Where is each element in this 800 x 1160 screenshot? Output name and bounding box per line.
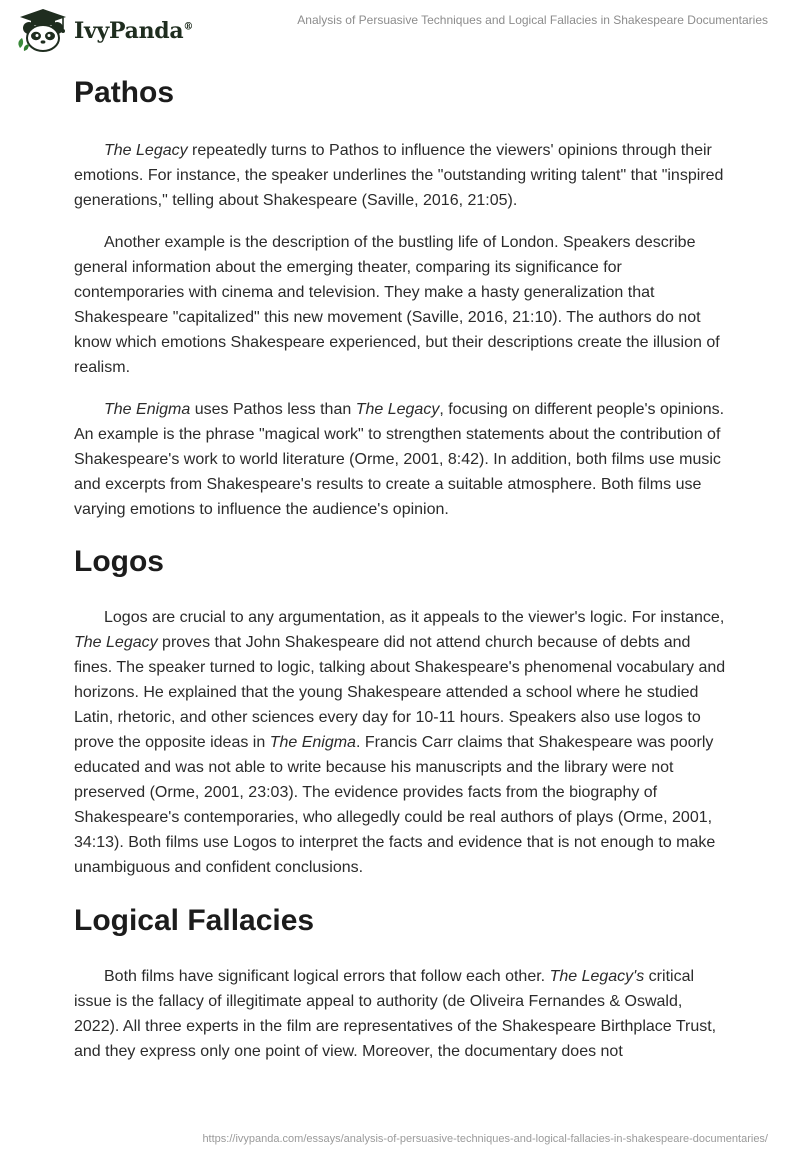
title-ref: The Legacy [74, 634, 158, 651]
paragraph-text: Logos are crucial to any argumentation, as it appeals to the viewer's logic. For instance, [104, 609, 725, 626]
title-ref: The Enigma [269, 734, 356, 751]
paragraph-text: . Francis Carr claims that Shakespeare was poorly educated and was not able to write because his manuscripts and the library were not preserved (Orme, 2001, 23:03). The evidence provides facts from the biography of Shakespeare's contemporaries, who allegedly could be real authors of plays (Orme, 2001, 34:13). Both films use Logos to interpret the facts and evidence that is not enough to make unambiguous and confident conclusions. [74, 734, 716, 876]
section-heading-pathos: Pathos [74, 76, 175, 109]
paragraph-text: uses Pathos less than [190, 401, 356, 418]
title-ref: The Legacy [355, 401, 440, 418]
section-heading-logical-fallacies: Logical Fallacies [74, 904, 315, 937]
essay-body [74, 70, 730, 1064]
registered-mark: ® [183, 21, 194, 33]
panda-graduate-icon [14, 8, 72, 54]
pathos-paragraph-3 [74, 397, 730, 522]
ivypanda-logo[interactable] [14, 8, 193, 54]
brand-name: IvyPanda® [74, 18, 194, 44]
source-url-link[interactable]: https://ivypanda.com/essays/analysis-of-persuasive-techniques-and-logical-fallacies-in-shakespeare-documentaries/ [202, 1133, 768, 1145]
title-ref: The Legacy's [549, 968, 645, 985]
paragraph-text: Another example is the description of the bustling life of London. Speakers describe general information about the emerging theater, comparing its significance for contemporaries with cinema and television. They make a hasty generalization that Shakespeare "capitalized" this new movement (Saville, 2016, 21:10). The authors do not know which emotions Shakespeare experienced, but their descriptions create the illusion of realism. [74, 234, 720, 376]
fallacies-paragraph-1 [74, 964, 730, 1064]
paragraph-text: critical issue is the fallacy of illegitimate appeal to authority (de Oliveira Fernandes & Oswald, 2022). All three experts in the film are representatives of the Shakespeare Birthplace Trust, and they express only one point of view. Moreover, the documentary does not [74, 968, 717, 1060]
document-title: Analysis of Persuasive Techniques and Logical Fallacies in Shakespeare Documentaries [297, 13, 768, 27]
paragraph-text: , focusing on different people's opinions. An example is the phrase "magical work" to strengthen statements about the contribution of Shakespeare's work to world literature (Orme, 2001, 8:42). In addition, both films use music and excerpts from Shakespeare's results to create a suitable atmosphere. Both films use varying emotions to influence the audience's opinion. [74, 401, 725, 518]
title-ref: The Enigma [104, 401, 191, 418]
paragraph-text: repeatedly turns to Pathos to influence the viewers' opinions through their emotions. For instance, the speaker underlines the "outstanding writing talent" that "inspired generations," telling about Shakespeare (Saville, 2016, 21:05). [74, 142, 724, 209]
page-header [0, 0, 800, 62]
pathos-paragraph-1 [74, 138, 730, 213]
title-ref: The Legacy [104, 142, 188, 159]
section-heading-logos: Logos [74, 545, 164, 578]
logos-paragraph-1 [74, 605, 730, 880]
pathos-paragraph-2 [74, 230, 730, 380]
paragraph-text: proves that John Shakespeare did not attend church because of debts and fines. The speaker turned to logic, talking about Shakespeare's phenomenal vocabulary and horizons. He explained that the young Shakespeare attended a school where he studied Latin, rhetoric, and other sciences every day for 10-11 hours. Speakers also use logos to prove the opposite ideas in [74, 634, 726, 751]
paragraph-text: Both films have significant logical errors that follow each other. [104, 968, 550, 985]
